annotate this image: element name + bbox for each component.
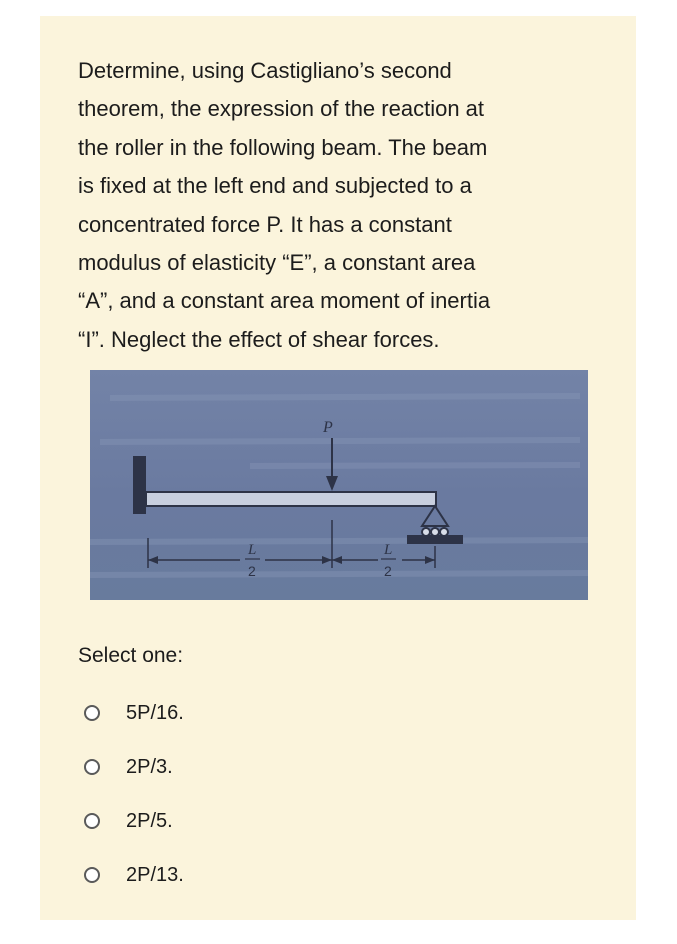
span-right-denominator: 2 — [384, 563, 392, 579]
radio-button-icon[interactable] — [84, 867, 100, 883]
answer-option-label: 2P/5. — [126, 809, 173, 832]
question-card — [40, 16, 636, 920]
beam-diagram — [90, 370, 588, 600]
question-line: Determine, using Castigliano’s second — [78, 58, 452, 83]
answer-option-2p-13[interactable] — [84, 848, 184, 902]
force-label: P — [323, 419, 333, 436]
beam — [146, 492, 436, 506]
span-right-numerator: L — [384, 542, 393, 558]
question-line: is fixed at the left end and subjected to a — [78, 173, 472, 199]
answer-options — [84, 686, 184, 902]
radio-button-icon[interactable] — [84, 759, 100, 775]
question-line: the roller in the following beam. The beam — [78, 134, 488, 160]
question-line: concentrated force P. It has a constant — [78, 211, 452, 237]
fixed-support — [133, 456, 146, 514]
diagram-background — [90, 370, 588, 600]
question-line: theorem, the expression of the reaction at — [78, 96, 485, 122]
span-left-denominator: 2 — [248, 563, 256, 579]
radio-button-icon[interactable] — [84, 813, 100, 829]
question-line: modulus of elasticity “E”, a constant area — [78, 250, 476, 276]
answer-option-2p-5[interactable] — [84, 794, 184, 848]
answer-option-label: 5P/16. — [126, 701, 184, 724]
answer-option-label: 2P/3. — [126, 755, 173, 778]
question-line: “A”, and a constant area moment of inertia — [78, 288, 491, 314]
question-text — [78, 52, 618, 359]
radio-button-icon[interactable] — [84, 705, 100, 721]
answer-option-2p-3[interactable] — [84, 740, 184, 794]
answer-option-label: 2P/13. — [126, 863, 184, 886]
select-one-label: Select one: — [78, 644, 184, 667]
span-left-numerator: L — [248, 542, 257, 558]
question-line: “I”. Neglect the effect of shear forces. — [78, 326, 440, 352]
answer-option-5p-16[interactable] — [84, 686, 184, 740]
